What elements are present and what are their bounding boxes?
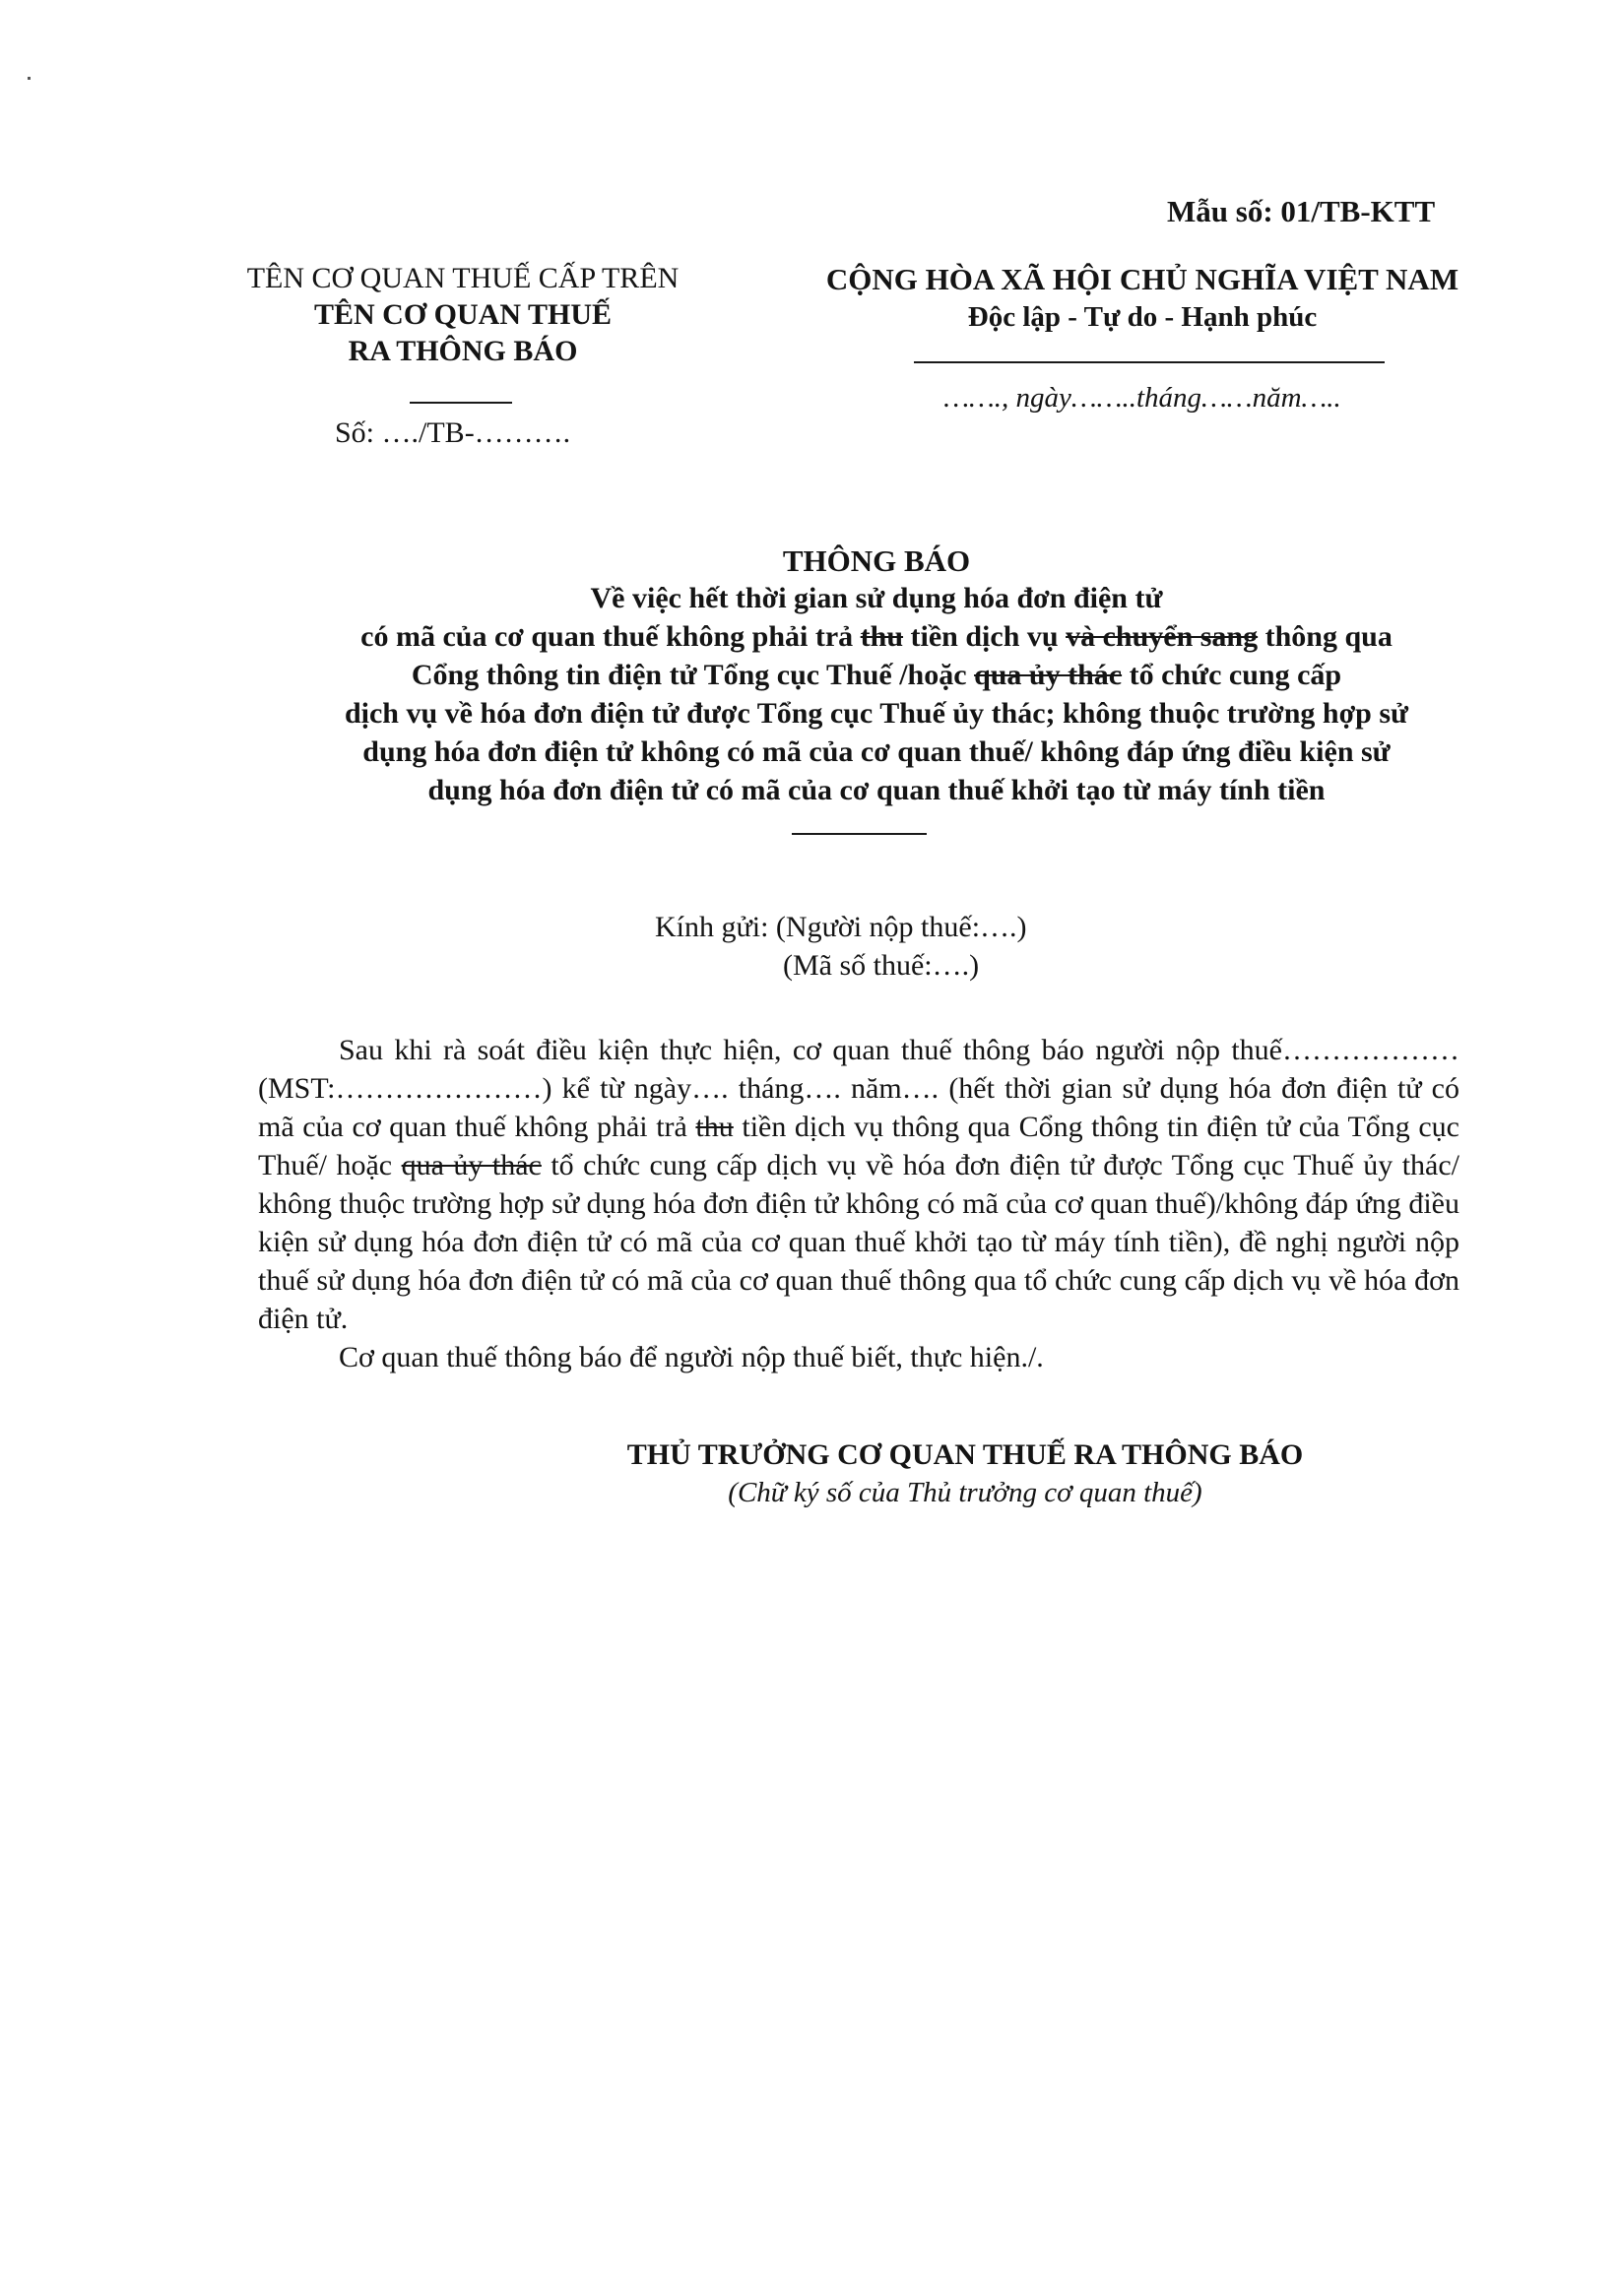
paragraph-text: tổ chức cung cấp dịch vụ về hóa đơn điện tử được Tổng cục Thuế ủy thác/ không thuộc trường hợp sử dụng hóa đơn điện tử không có mã của cơ quan thuế)/không đáp ứng điều kiện sử dụng hóa đơn điện tử có mã của cơ quan thuế khởi tạo từ máy tính tiền), đề nghị người nộp thuế sử dụng hóa đơn điện tử có mã của cơ quan thuế thông qua tổ chức cung cấp dịch vụ về hóa đơn điện tử.	[258, 1149, 1459, 1335]
notice-subject-line4: dịch vụ về hóa đơn điện tử được Tổng cục Thuế ủy thác; không thuộc trường hợp sử	[344, 697, 1409, 730]
body-paragraph-2: Cơ quan thuế thông báo để người nộp thuế biết, thực hiện./.	[339, 1341, 1044, 1373]
subject-text: tổ chức cung cấp	[1122, 659, 1342, 691]
body-paragraph-1	[258, 1031, 1459, 1338]
struck-text: thu	[695, 1111, 734, 1143]
parent-tax-agency: TÊN CƠ QUAN THUẾ CẤP TRÊN	[246, 262, 680, 294]
struck-text: và chuyển sang	[1066, 620, 1259, 653]
date-line: ……., ngày……..tháng……năm…..	[943, 382, 1341, 414]
notice-subject-line1: Về việc hết thời gian sử dụng hóa đơn điện tử	[590, 582, 1163, 614]
struck-text: qua ủy thác	[401, 1149, 542, 1181]
struck-text: qua ủy thác	[974, 659, 1123, 691]
subject-text: có mã của cơ quan thuế không phải trả	[360, 620, 861, 653]
scan-speck	[28, 77, 31, 80]
signature-note: (Chữ ký số của Thủ trưởng cơ quan thuế)	[728, 1477, 1202, 1508]
issuing-tax-agency: TÊN CƠ QUAN THUẾ	[314, 298, 612, 331]
struck-text: thu	[860, 620, 904, 653]
subject-text: Cổng thông tin điện tử Tổng cục Thuế /hoặc	[411, 659, 975, 691]
recipient-line: Kính gửi: (Người nộp thuế:….)	[655, 911, 1027, 943]
motto-rule	[914, 361, 1385, 363]
paragraph-text: tiền dịch vụ thông qua Cổng thông tin điện tử của Tổng cục Thuế/ hoặc	[258, 1111, 1459, 1181]
national-motto: Độc lập - Tự do - Hạnh phúc	[967, 301, 1318, 333]
document-number: Số: …./TB-……….	[335, 416, 571, 449]
notice-heading: THÔNG BÁO	[782, 543, 971, 578]
title-rule	[792, 833, 927, 835]
recipient-tax-code: (Mã số thuế:….)	[783, 949, 980, 982]
notice-subject-line2	[177, 620, 1576, 654]
paragraph-text: Sau khi rà soát điều kiện thực hiện, cơ quan thuế thông báo người nộp thuế……………… (MST:…………………) kể từ ngày…. tháng…. năm…. (hết thời gian sử dụng hóa đơn điện tử có mã của cơ quan thuế không phải trả	[258, 1034, 1459, 1143]
issuing-tax-agency-line2: RA THÔNG BÁO	[348, 335, 578, 367]
notice-subject-line5: dụng hóa đơn điện tử không có mã của cơ quan thuế/ không đáp ứng điều kiện sử	[362, 735, 1391, 768]
notice-subject-line3	[177, 659, 1576, 692]
notice-subject-line6: dụng hóa đơn điện tử có mã của cơ quan thuế khởi tạo từ máy tính tiền	[427, 774, 1326, 806]
left-header-rule	[410, 402, 512, 404]
form-number: Mẫu số: 01/TB-KTT	[1167, 194, 1436, 228]
subject-text: thông qua	[1258, 620, 1393, 653]
subject-text: tiền dịch vụ	[903, 620, 1067, 653]
signer-title: THỦ TRƯỞNG CƠ QUAN THUẾ RA THÔNG BÁO	[626, 1438, 1304, 1471]
republic-name: CỘNG HÒA XÃ HỘI CHỦ NGHĨA VIỆT NAM	[825, 262, 1459, 296]
